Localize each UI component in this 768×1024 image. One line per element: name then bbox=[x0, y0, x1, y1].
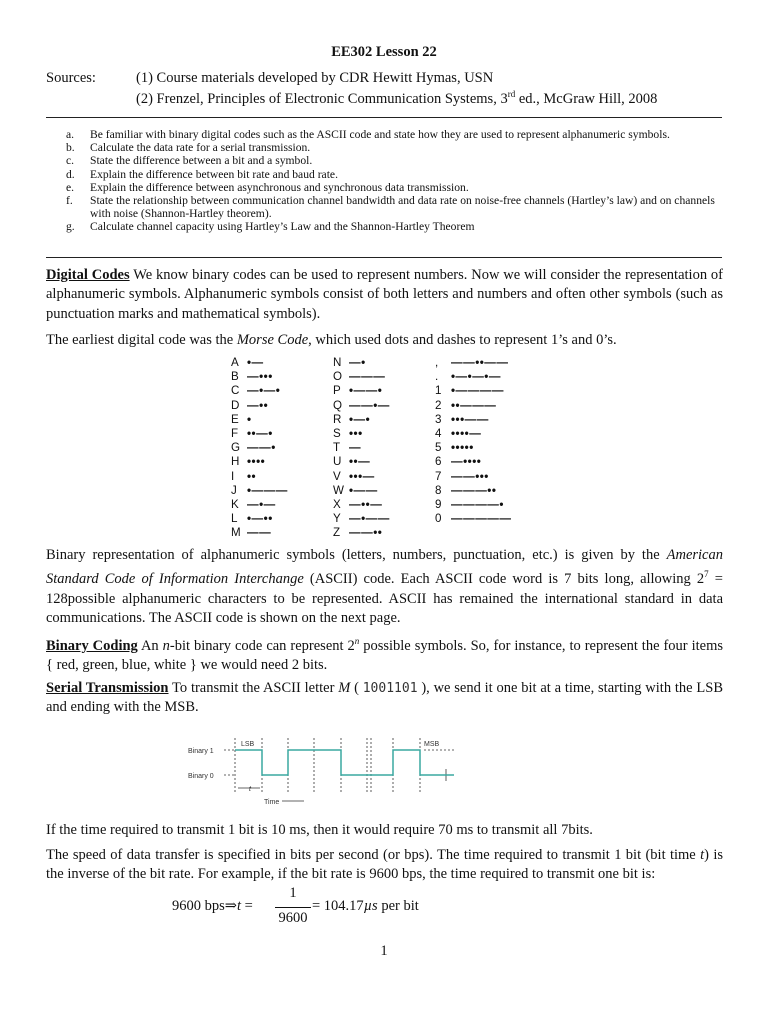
speed-paragraph: The speed of data transfer is specified in bits per second (or bps). The time required to transmit 1 bit (bit time t) is the inverse of the bit rate. For example, if the bit rate is 9600 bps, the time required to transmit one bit is: bbox=[46, 847, 723, 883]
morse-entry bbox=[435, 441, 511, 455]
morse-character: 5 bbox=[435, 441, 442, 455]
morse-character: Z bbox=[333, 526, 341, 540]
morse-entry bbox=[231, 526, 288, 540]
objective-text: Calculate the data rate for a serial transmission. bbox=[90, 141, 311, 155]
morse-intro: The earliest digital code was the Morse Code, which used dots and dashes to represent 1’s and 0’s. bbox=[46, 332, 617, 348]
morse-character: Q bbox=[333, 398, 343, 412]
morse-character: 7 bbox=[435, 469, 442, 483]
morse-character: T bbox=[333, 441, 341, 455]
morse-character: B bbox=[231, 370, 239, 384]
ascii-m-code: 1001101 bbox=[362, 681, 418, 696]
morse-character: A bbox=[231, 356, 239, 369]
objective-letter: c. bbox=[66, 154, 75, 168]
morse-code-pattern: •———— bbox=[451, 384, 504, 398]
morse-code-pattern: —•••• bbox=[451, 455, 482, 469]
morse-code-pattern: ———•• bbox=[451, 483, 497, 497]
morse-code-pattern: —••• bbox=[247, 370, 273, 384]
morse-column-1 bbox=[231, 356, 288, 540]
morse-entry bbox=[435, 512, 511, 526]
morse-character: M bbox=[231, 526, 241, 540]
morse-character: 2 bbox=[435, 398, 442, 412]
morse-code-pattern: —•• bbox=[247, 398, 269, 412]
objective-text: Calculate channel capacity using Hartley’s Law and the Shannon-Hartley Theorem bbox=[90, 220, 475, 234]
objective-letter: d. bbox=[66, 167, 75, 181]
objective-text: State the relationship between communication channel bandwidth and data rate on noise-free channels (Hartley’s law) and on channels with noise (Shannon-Hartley theorem). bbox=[90, 194, 715, 221]
objective-letter: a. bbox=[66, 128, 75, 141]
objective-item bbox=[66, 194, 726, 220]
morse-entry bbox=[333, 526, 390, 540]
digital-codes-paragraph: Digital Codes We know binary codes can be used to represent numbers. Now we will consider the representation of alphanumeric symbols. Alphanumeric symbols consist of both letters and numbers and often other symbols (such as punctuation marks and mathematical symbols). bbox=[46, 267, 724, 322]
morse-character: 0 bbox=[435, 512, 442, 526]
morse-code-pattern: — bbox=[349, 441, 362, 455]
morse-entry bbox=[231, 441, 288, 455]
objective-item bbox=[66, 141, 726, 154]
morse-code-pattern: ——— bbox=[349, 370, 386, 384]
digital-codes-heading: Digital Codes bbox=[46, 267, 130, 283]
morse-code-pattern: •—— bbox=[349, 483, 378, 497]
morse-entry bbox=[231, 399, 288, 413]
morse-entry bbox=[435, 399, 511, 413]
morse-code-pattern: —•—• bbox=[247, 384, 281, 398]
bit-time-equation: 9600 bps⇒t = 1 9600 = 104.17µs per bit bbox=[172, 885, 419, 926]
morse-code-pattern: ••••— bbox=[451, 426, 482, 440]
morse-code-pattern: •— bbox=[247, 356, 264, 369]
morse-entry bbox=[435, 455, 511, 469]
morse-entry bbox=[231, 427, 288, 441]
morse-code-pattern: ••——— bbox=[451, 398, 497, 412]
morse-entry bbox=[231, 413, 288, 427]
morse-character: O bbox=[333, 370, 343, 384]
top-rule bbox=[46, 117, 722, 118]
fraction-numerator: 1 bbox=[289, 885, 297, 901]
objective-item bbox=[66, 154, 726, 167]
morse-character: F bbox=[231, 426, 239, 440]
binary-coding-paragraph: Binary Coding An n-bit binary code can represent 2$^n$ possible symbols. So, for instance, to represent the four items { red, green, blue, white } we would need 2 bits. bbox=[46, 636, 724, 674]
objective-text: Be familiar with binary digital codes such as the ASCII code and state how they are used to represent alphanumeric symbols. bbox=[90, 128, 670, 141]
morse-column-2 bbox=[333, 356, 390, 540]
morse-character: 8 bbox=[435, 483, 442, 497]
objective-item bbox=[66, 220, 726, 233]
morse-entry bbox=[333, 399, 390, 413]
objective-item bbox=[66, 181, 726, 194]
morse-code-pattern: ••—• bbox=[247, 426, 273, 440]
morse-code-pattern: • bbox=[247, 412, 252, 426]
morse-character: P bbox=[333, 384, 341, 398]
morse-entry bbox=[435, 484, 511, 498]
morse-character: . bbox=[435, 370, 439, 384]
morse-entry bbox=[333, 455, 390, 469]
morse-entry bbox=[231, 512, 288, 526]
objective-text: Explain the difference between asynchronous and synchronous data transmission. bbox=[90, 180, 469, 194]
morse-entry bbox=[333, 356, 390, 370]
page-number: 1 bbox=[380, 943, 388, 959]
objective-letter: g. bbox=[66, 220, 75, 234]
morse-character: 6 bbox=[435, 455, 442, 469]
morse-code-pattern: •••— bbox=[349, 469, 375, 483]
morse-entry bbox=[435, 498, 511, 512]
morse-entry bbox=[231, 484, 288, 498]
morse-code-pattern: •——• bbox=[349, 384, 383, 398]
morse-code-pattern: —— bbox=[247, 526, 272, 540]
morse-character: 3 bbox=[435, 412, 442, 426]
morse-code-pattern: —•— bbox=[247, 497, 276, 511]
morse-entry bbox=[435, 356, 511, 370]
binary-1-label: Binary 1 bbox=[188, 748, 214, 755]
objective-item bbox=[66, 128, 726, 141]
morse-code-pattern: •—•—•— bbox=[451, 370, 501, 384]
morse-entry bbox=[333, 413, 390, 427]
morse-entry bbox=[435, 413, 511, 427]
morse-entry bbox=[231, 455, 288, 469]
morse-character: D bbox=[231, 398, 240, 412]
time-axis-label: Time bbox=[264, 799, 280, 806]
morse-character: , bbox=[435, 356, 439, 369]
serial-transmission-paragraph: Serial Transmission To transmit the ASCII letter M ( 1001101 ), we send it one bit at a time, starting with the LSB and ending with the MSB. bbox=[46, 680, 723, 716]
morse-code-pattern: ••— bbox=[349, 455, 371, 469]
morse-character: J bbox=[231, 483, 237, 497]
serial-transmission-heading: Serial Transmission bbox=[46, 680, 169, 696]
morse-entry bbox=[231, 470, 288, 484]
morse-entry bbox=[333, 470, 390, 484]
morse-entry bbox=[333, 384, 390, 398]
morse-character: U bbox=[333, 455, 342, 469]
morse-character: S bbox=[333, 426, 341, 440]
morse-entry bbox=[435, 370, 511, 384]
morse-code-pattern: •—• bbox=[349, 412, 371, 426]
morse-entry bbox=[333, 498, 390, 512]
morse-character: K bbox=[231, 497, 239, 511]
source-2: (2) Frenzel, Principles of Electronic Communication Systems, 3rd ed., McGraw Hill, 2008 bbox=[136, 89, 658, 107]
morse-entry bbox=[333, 370, 390, 384]
binary-coding-heading: Binary Coding bbox=[46, 637, 138, 654]
msb-label: MSB bbox=[424, 741, 440, 748]
signal-waveform bbox=[235, 750, 454, 775]
morse-code-pattern: ——•• bbox=[349, 526, 383, 540]
morse-column-3 bbox=[435, 356, 511, 526]
morse-character: W bbox=[333, 483, 344, 497]
morse-code-pattern: •••—— bbox=[451, 412, 489, 426]
morse-entry bbox=[231, 370, 288, 384]
morse-code-pattern: •••• bbox=[247, 455, 266, 469]
morse-entry bbox=[435, 384, 511, 398]
morse-character: Y bbox=[333, 512, 341, 526]
morse-character: V bbox=[333, 469, 341, 483]
morse-character: L bbox=[231, 512, 238, 526]
morse-entry bbox=[333, 427, 390, 441]
morse-entry bbox=[435, 470, 511, 484]
morse-character: R bbox=[333, 412, 342, 426]
morse-character: N bbox=[333, 356, 342, 369]
fraction-denominator: 9600 bbox=[278, 910, 308, 926]
morse-character: 9 bbox=[435, 497, 442, 511]
morse-code-pattern: ——••• bbox=[451, 469, 489, 483]
morse-code-pattern: —•—— bbox=[349, 512, 390, 526]
ascii-paragraph: Binary representation of alphanumeric symbols (letters, numbers, punctuation, etc.) is given by the American Standard Code of Information Interchange (ASCII) code. Each ASCII code word is 7 bits long, allowing $2^7$ = 128possible alphanumeric characters to be represented. ASCII has remained the international standard in data communications. The ASCII code is shown on the next page. bbox=[46, 547, 723, 627]
morse-character: G bbox=[231, 441, 241, 455]
sources-label: Sources: bbox=[46, 70, 96, 86]
bit-time-paragraph: If the time required to transmit 1 bit is 10 ms, then it would require 70 ms to transmit all 7bits. bbox=[46, 822, 593, 838]
source-1: (1) Course materials developed by CDR Hewitt Hymas, USN bbox=[136, 70, 494, 86]
morse-code-pattern: ••••• bbox=[451, 441, 474, 455]
morse-code-pattern: ——••—— bbox=[451, 356, 509, 369]
morse-code-pattern: ••• bbox=[349, 426, 363, 440]
morse-code-pattern: ————— bbox=[451, 512, 512, 526]
binary-0-label: Binary 0 bbox=[188, 773, 214, 780]
lsb-label: LSB bbox=[241, 741, 255, 748]
morse-character: 1 bbox=[435, 384, 442, 398]
morse-character: H bbox=[231, 455, 240, 469]
objective-item bbox=[66, 168, 726, 181]
serial-timing-diagram bbox=[186, 736, 466, 808]
morse-entry bbox=[333, 484, 390, 498]
morse-character: 4 bbox=[435, 426, 442, 440]
morse-character: I bbox=[231, 469, 235, 483]
morse-code-pattern: •——— bbox=[247, 483, 288, 497]
morse-entry bbox=[333, 441, 390, 455]
objective-letter: f. bbox=[66, 194, 73, 208]
morse-code-pattern: ——•— bbox=[349, 398, 390, 412]
morse-entry bbox=[231, 356, 288, 370]
morse-character: E bbox=[231, 412, 239, 426]
bit-time-label: t bbox=[249, 786, 251, 793]
morse-code-pattern: ————• bbox=[451, 497, 504, 511]
morse-code-pattern: —••— bbox=[349, 497, 383, 511]
morse-character: C bbox=[231, 384, 240, 398]
morse-entry bbox=[435, 427, 511, 441]
morse-entry bbox=[231, 498, 288, 512]
morse-code-pattern: —• bbox=[349, 356, 366, 369]
morse-entry bbox=[231, 384, 288, 398]
objective-text: Explain the difference between bit rate and baud rate. bbox=[90, 167, 338, 181]
morse-entry bbox=[333, 512, 390, 526]
morse-character: X bbox=[333, 497, 341, 511]
morse-code-table bbox=[231, 356, 551, 542]
objectives-list bbox=[66, 128, 726, 234]
morse-code-pattern: •• bbox=[247, 469, 257, 483]
objective-letter: e. bbox=[66, 180, 75, 194]
objective-letter: b. bbox=[66, 141, 75, 155]
objectives-rule bbox=[46, 257, 722, 258]
objective-text: State the difference between a bit and a symbol. bbox=[90, 154, 313, 168]
morse-code-pattern: •—•• bbox=[247, 512, 273, 526]
morse-code-pattern: ——• bbox=[247, 441, 276, 455]
page-title: EE302 Lesson 22 bbox=[331, 44, 437, 60]
